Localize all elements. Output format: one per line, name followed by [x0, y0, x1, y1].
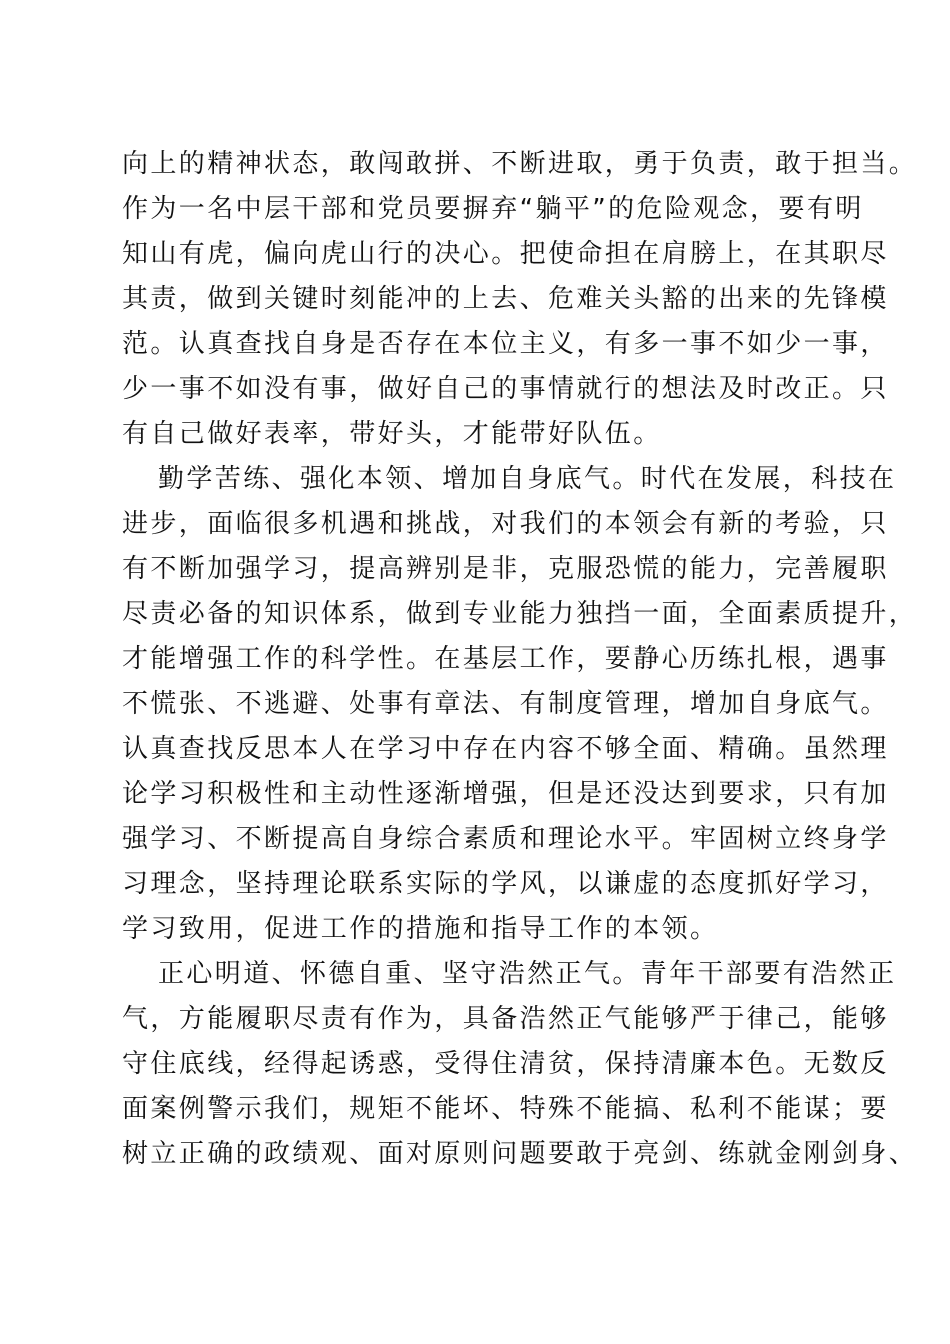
text-line: 面案例警示我们，规矩不能坏、特殊不能搞、私利不能谋；要 — [122, 1094, 889, 1124]
text-line: 进步，面临很多机遇和挑战，对我们的本领会有新的考验，只 — [122, 509, 889, 539]
text-line: 作为一名中层干部和党员要摒弃“躺平”的危险观念，要有明 — [122, 194, 864, 224]
text-line: 论学习积极性和主动性逐渐增强，但是还没达到要求，只有加 — [122, 779, 889, 809]
text-line: 认真查找反思本人在学习中存在内容不够全面、精确。虽然理 — [122, 734, 889, 764]
text-line: 学习致用，促进工作的措施和指导工作的本领。 — [122, 914, 719, 944]
text-line: 习理念，坚持理论联系实际的学风，以谦虚的态度抓好学习， — [122, 869, 889, 899]
paragraph-start-line: 正心明道、怀德自重、坚守浩然正气。青年干部要有浩然正 — [158, 959, 897, 989]
paragraph-start-line: 勤学苦练、强化本领、增加自身底气。时代在发展，科技在 — [158, 464, 897, 494]
text-line: 气，方能履职尽责有作为，具备浩然正气能够严于律己，能够 — [122, 1004, 889, 1034]
text-line: 尽责必备的知识体系，做到专业能力独挡一面，全面素质提升， — [122, 599, 918, 629]
text-line: 知山有虎，偏向虎山行的决心。把使命担在肩膀上，在其职尽 — [122, 239, 889, 269]
text-line: 有自己做好表率，带好头，才能带好队伍。 — [122, 419, 662, 449]
text-line: 其责，做到关键时刻能冲的上去、危难关头豁的出来的先锋模 — [122, 284, 889, 314]
text-line: 有不断加强学习，提高辨别是非，克服恐慌的能力，完善履职 — [122, 554, 889, 584]
text-line: 不慌张、不逃避、处事有章法、有制度管理，增加自身底气。 — [122, 689, 889, 719]
text-line: 少一事不如没有事，做好自己的事情就行的想法及时改正。只 — [122, 374, 889, 404]
text-line: 树立正确的政绩观、面对原则问题要敢于亮剑、练就金刚剑身、 — [122, 1139, 918, 1169]
text-line: 向上的精神状态，敢闯敢拼、不断进取，勇于负责，敢于担当。 — [122, 149, 918, 179]
text-line: 强学习、不断提高自身综合素质和理论水平。牢固树立终身学 — [122, 824, 889, 854]
text-line: 范。认真查找自身是否存在本位主义，有多一事不如少一事， — [122, 329, 889, 359]
text-line: 守住底线，经得起诱惑，受得住清贫，保持清廉本色。无数反 — [122, 1049, 889, 1079]
text-line: 才能增强工作的科学性。在基层工作，要静心历练扎根，遇事 — [122, 644, 889, 674]
